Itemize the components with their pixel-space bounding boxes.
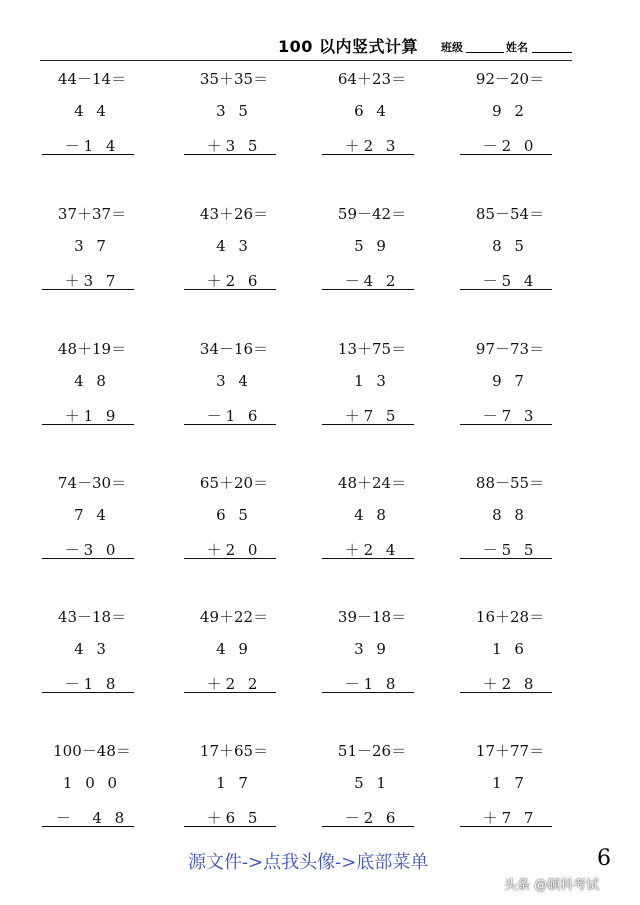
vertical-top-number: 4 8 <box>354 506 390 524</box>
problem-cell <box>322 338 442 438</box>
vertical-bottom-number: －7 3 <box>482 407 538 425</box>
problem-cell <box>184 68 304 168</box>
vertical-top-number: 5 1 <box>354 774 390 792</box>
watermark: 头条 @硕科考试 <box>504 878 600 893</box>
problem-cell <box>42 68 162 168</box>
problem-equation: 44－14＝ <box>57 70 127 88</box>
vertical-top-number: 7 4 <box>74 506 110 524</box>
vertical-bottom-number: ＋2 3 <box>344 137 400 155</box>
answer-line <box>184 558 276 559</box>
vertical-top-number: 8 5 <box>492 237 528 255</box>
worksheet-title: 100 以内竖式计算 <box>278 37 418 56</box>
answer-line <box>184 424 276 425</box>
problem-cell <box>42 472 162 572</box>
problem-equation: 39－18＝ <box>337 608 407 626</box>
answer-line <box>184 826 276 827</box>
problem-cell <box>460 606 580 706</box>
problem-equation: 17＋77＝ <box>475 742 545 760</box>
vertical-top-number: 6 4 <box>354 102 390 120</box>
vertical-top-number: 9 7 <box>492 372 528 390</box>
answer-line <box>184 154 276 155</box>
name-label: 姓名 <box>506 41 528 54</box>
vertical-bottom-number: － 4 8 <box>55 809 129 827</box>
problem-equation: 59－42＝ <box>337 205 407 223</box>
page-number: 6 <box>597 846 611 871</box>
problem-cell <box>322 203 442 303</box>
problem-equation: 48＋24＝ <box>337 474 407 492</box>
vertical-top-number: 3 5 <box>216 102 252 120</box>
vertical-top-number: 3 4 <box>216 372 252 390</box>
problem-cell <box>42 203 162 303</box>
answer-line <box>460 692 552 693</box>
vertical-top-number: 5 9 <box>354 237 390 255</box>
answer-line <box>322 154 414 155</box>
answer-line <box>460 558 552 559</box>
problem-cell <box>184 203 304 303</box>
vertical-bottom-number: －4 2 <box>344 272 400 290</box>
vertical-bottom-number: －2 6 <box>344 809 400 827</box>
vertical-bottom-number: －5 5 <box>482 541 538 559</box>
vertical-bottom-number: ＋3 7 <box>64 272 120 290</box>
vertical-bottom-number: ＋7 7 <box>482 809 538 827</box>
vertical-top-number: 9 2 <box>492 102 528 120</box>
answer-line <box>42 289 134 290</box>
problem-cell <box>184 472 304 572</box>
vertical-top-number: 1 6 <box>492 640 528 658</box>
problem-cell <box>42 740 162 840</box>
problem-equation: 51－26＝ <box>337 742 407 760</box>
answer-line <box>460 424 552 425</box>
vertical-bottom-number: ＋2 2 <box>206 675 262 693</box>
vertical-bottom-number: ＋2 6 <box>206 272 262 290</box>
problem-cell <box>460 68 580 168</box>
problem-cell <box>184 740 304 840</box>
problem-equation: 65＋20＝ <box>199 474 269 492</box>
vertical-bottom-number: －5 4 <box>482 272 538 290</box>
vertical-bottom-number: ＋7 5 <box>344 407 400 425</box>
answer-line <box>322 826 414 827</box>
vertical-top-number: 4 3 <box>216 237 252 255</box>
answer-line <box>184 289 276 290</box>
vertical-top-number: 8 8 <box>492 506 528 524</box>
problem-equation: 97－73＝ <box>475 340 545 358</box>
source-file-link[interactable]: 源文件->点我头像->底部菜单 <box>188 852 429 873</box>
answer-line <box>42 692 134 693</box>
answer-line <box>460 154 552 155</box>
answer-line <box>460 826 552 827</box>
header-rule <box>40 60 572 61</box>
vertical-top-number: 4 8 <box>74 372 110 390</box>
problem-cell <box>322 606 442 706</box>
problem-equation: 49＋22＝ <box>199 608 269 626</box>
vertical-bottom-number: ＋2 0 <box>206 541 262 559</box>
problem-equation: 34－16＝ <box>199 340 269 358</box>
vertical-top-number: 1 7 <box>492 774 528 792</box>
vertical-top-number: 4 4 <box>74 102 110 120</box>
problem-cell <box>460 338 580 438</box>
vertical-top-number: 6 5 <box>216 506 252 524</box>
worksheet-header <box>0 34 640 58</box>
answer-line <box>184 692 276 693</box>
problem-cell <box>460 740 580 840</box>
problem-equation: 64＋23＝ <box>337 70 407 88</box>
class-blank <box>466 52 504 53</box>
vertical-top-number: 3 9 <box>354 640 390 658</box>
vertical-bottom-number: －1 8 <box>344 675 400 693</box>
problem-equation: 37＋37＝ <box>57 205 127 223</box>
answer-line <box>42 424 134 425</box>
answer-line <box>42 558 134 559</box>
problem-equation: 48＋19＝ <box>57 340 127 358</box>
problem-equation: 100－48＝ <box>53 742 131 760</box>
answer-line <box>322 289 414 290</box>
answer-line <box>322 558 414 559</box>
answer-line <box>460 289 552 290</box>
problem-equation: 43－18＝ <box>57 608 127 626</box>
problem-equation: 43＋26＝ <box>199 205 269 223</box>
problem-equation: 74－30＝ <box>57 474 127 492</box>
vertical-top-number: 3 7 <box>74 237 110 255</box>
vertical-bottom-number: ＋3 5 <box>206 137 262 155</box>
problem-cell <box>460 472 580 572</box>
problem-equation: 17＋65＝ <box>199 742 269 760</box>
vertical-bottom-number: ＋2 4 <box>344 541 400 559</box>
problem-cell <box>322 68 442 168</box>
answer-line <box>42 154 134 155</box>
problem-equation: 85－54＝ <box>475 205 545 223</box>
vertical-top-number: 4 3 <box>74 640 110 658</box>
problem-cell <box>460 203 580 303</box>
answer-line <box>42 826 134 827</box>
problem-cell <box>42 606 162 706</box>
vertical-bottom-number: －1 4 <box>64 137 120 155</box>
vertical-bottom-number: －2 0 <box>482 137 538 155</box>
vertical-top-number: 1 0 0 <box>62 774 122 792</box>
problem-cell <box>322 472 442 572</box>
problem-equation: 88－55＝ <box>475 474 545 492</box>
vertical-top-number: 1 7 <box>216 774 252 792</box>
vertical-bottom-number: －3 0 <box>64 541 120 559</box>
problem-cell <box>322 740 442 840</box>
vertical-bottom-number: ＋2 8 <box>482 675 538 693</box>
problem-equation: 35＋35＝ <box>199 70 269 88</box>
vertical-bottom-number: ＋1 9 <box>64 407 120 425</box>
name-blank <box>532 52 572 53</box>
problem-equation: 13＋75＝ <box>337 340 407 358</box>
answer-line <box>322 424 414 425</box>
problem-equation: 92－20＝ <box>475 70 545 88</box>
vertical-bottom-number: －1 6 <box>206 407 262 425</box>
problem-equation: 16＋28＝ <box>475 608 545 626</box>
vertical-bottom-number: ＋6 5 <box>206 809 262 827</box>
problem-cell <box>184 606 304 706</box>
vertical-top-number: 4 9 <box>216 640 252 658</box>
class-label: 班级 <box>441 41 463 54</box>
problem-cell <box>184 338 304 438</box>
vertical-top-number: 1 3 <box>354 372 390 390</box>
vertical-bottom-number: －1 8 <box>64 675 120 693</box>
answer-line <box>322 692 414 693</box>
problem-cell <box>42 338 162 438</box>
